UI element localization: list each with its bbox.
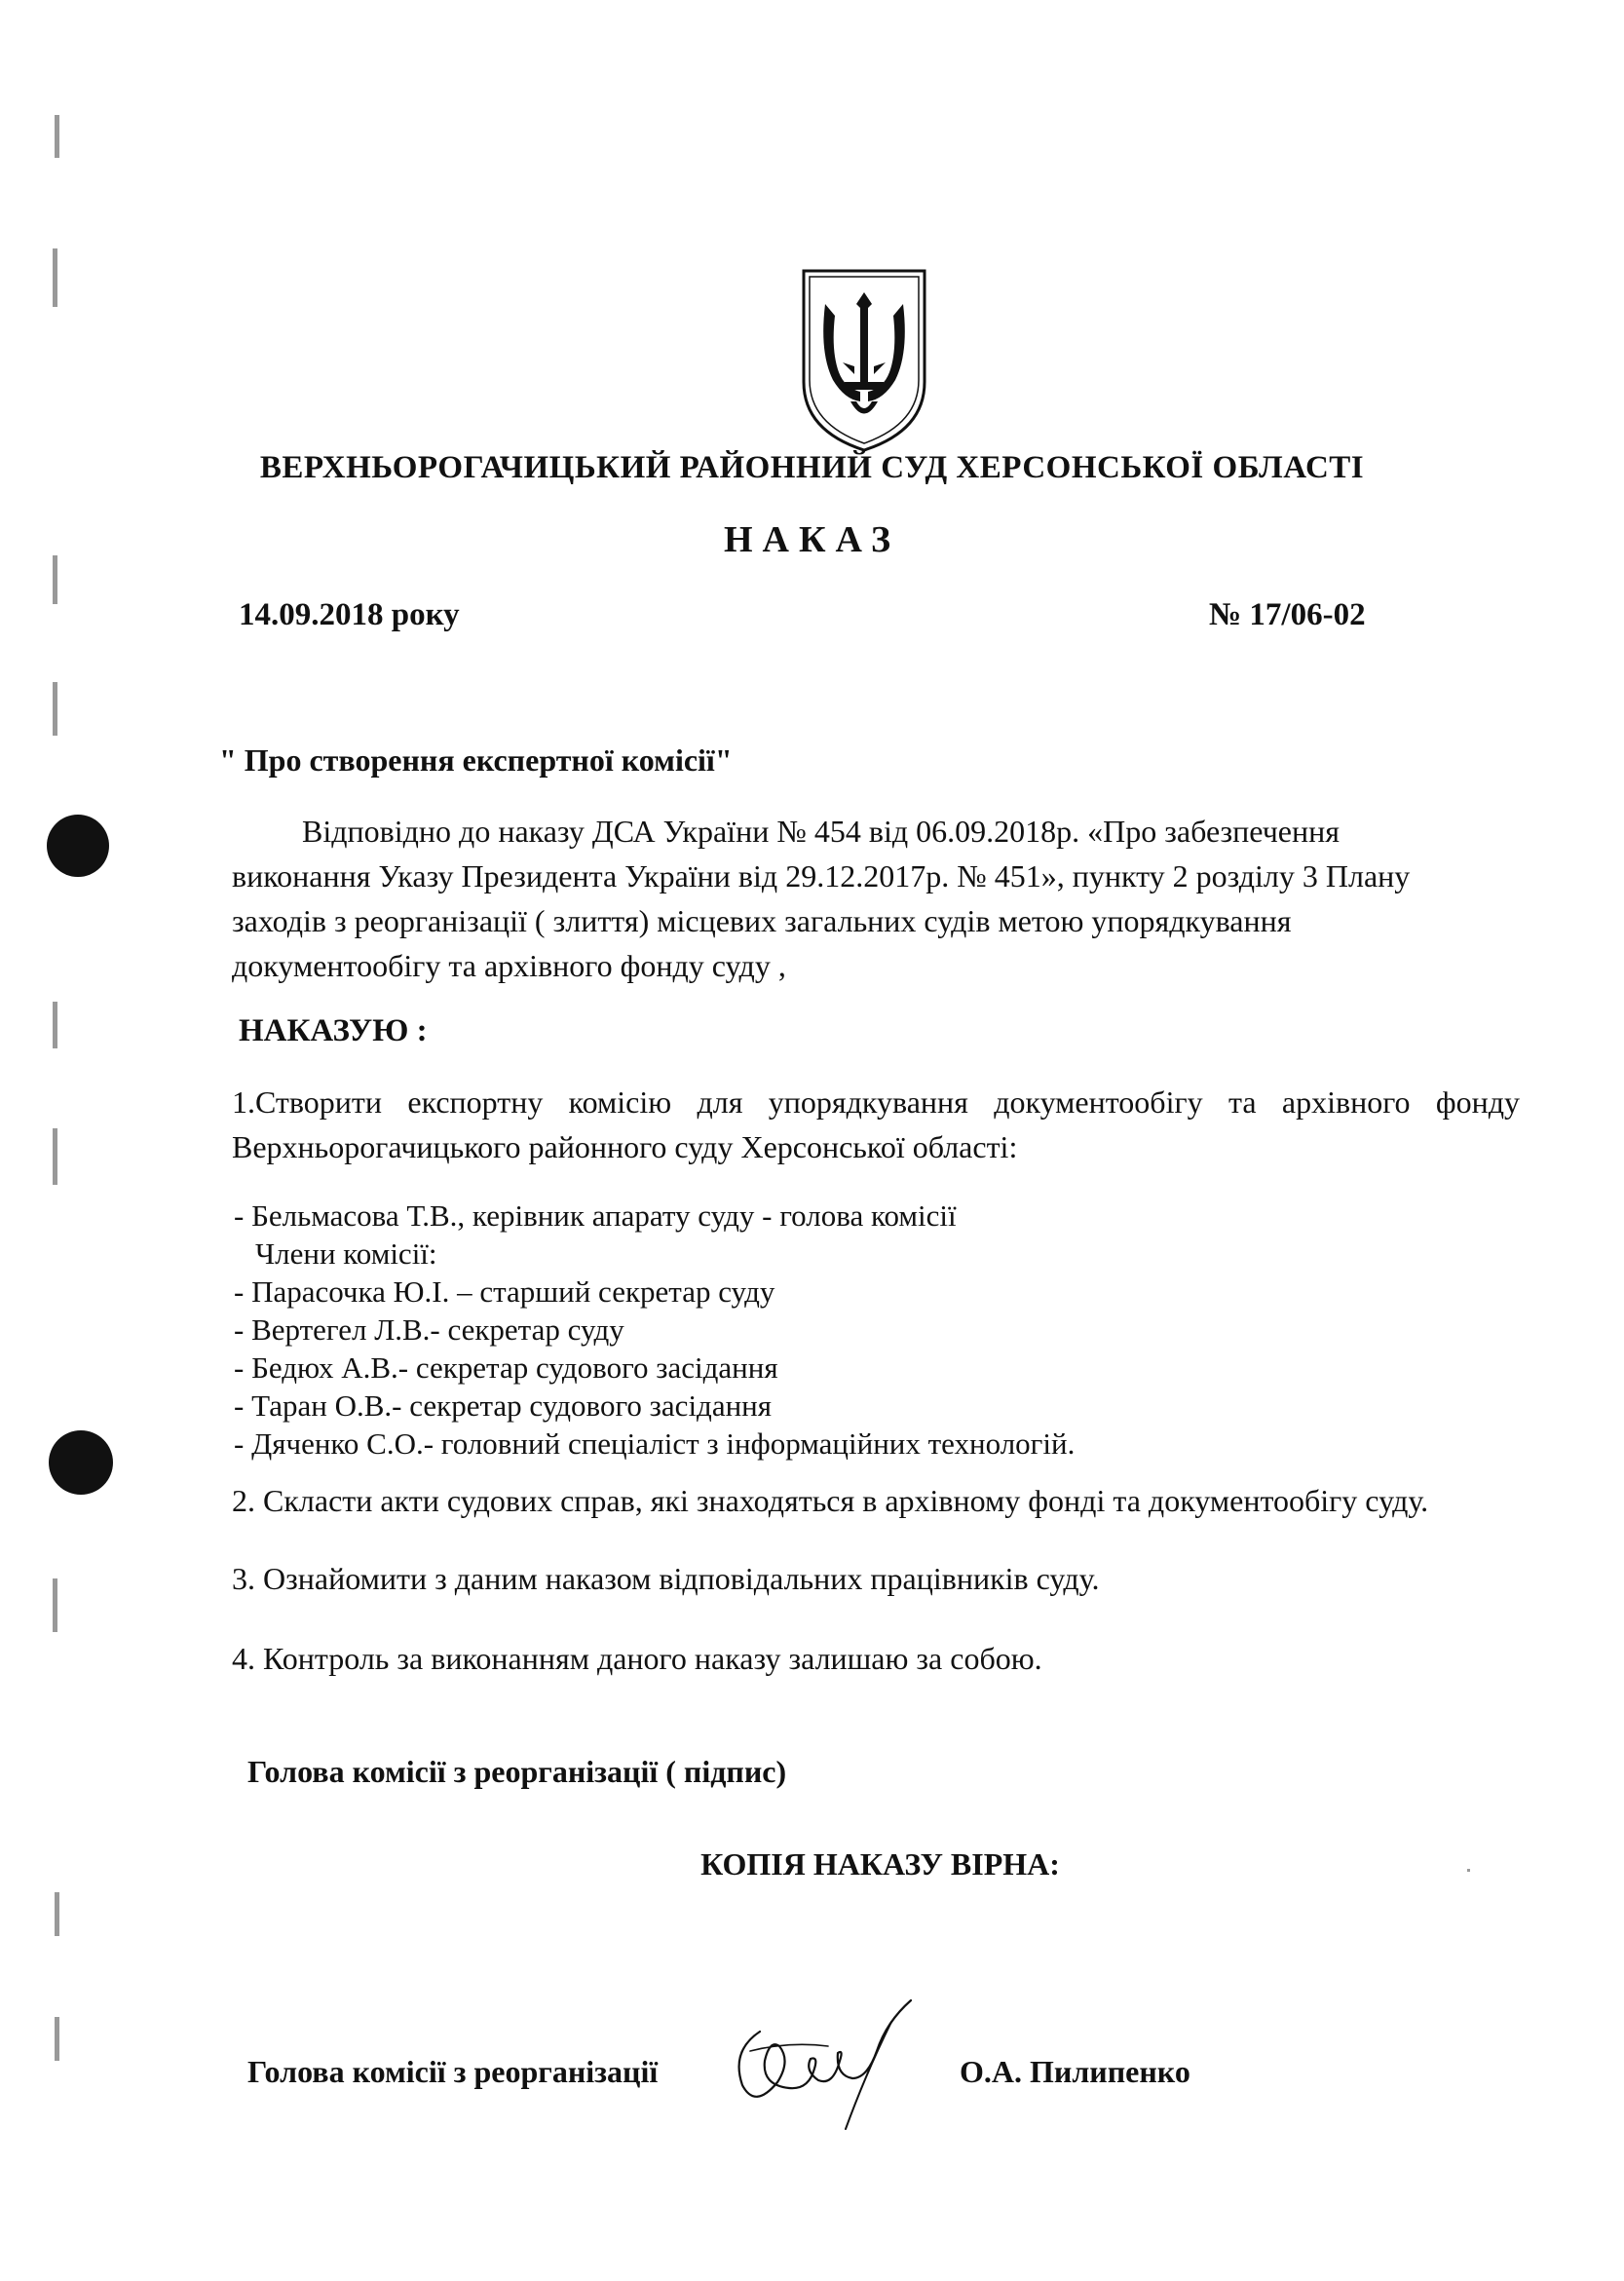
preamble-line: документообігу та архівного фонду суду , bbox=[232, 948, 786, 983]
order-item-2: 2. Скласти акти судових справ, які знаходяться в архівному фонді та документообігу суду. bbox=[232, 1483, 1429, 1518]
punch-hole bbox=[47, 815, 109, 877]
member-item: - Вертегел Л.В.- секретар суду bbox=[234, 1312, 624, 1347]
order-item-3: 3. Ознайомити з даним наказом відповідальних працівників суду. bbox=[232, 1561, 1100, 1596]
scan-speck bbox=[55, 2017, 59, 2061]
court-name: ВЕРХНЬОРОГАЧИЦЬКИЙ РАЙОННИЙ СУД ХЕРСОНСЬКОЇ ОБЛАСТІ bbox=[259, 450, 1365, 485]
scan-speck bbox=[53, 1002, 57, 1048]
member-item: - Бедюх А.В.- секретар судового засідання bbox=[234, 1350, 778, 1385]
preamble-line: Відповідно до наказу ДСА України № 454 від 06.09.2018р. «Про забезпечення bbox=[302, 814, 1340, 849]
signature-title: Голова комісії з реорганізації ( підпис) bbox=[247, 1754, 787, 1789]
coat-of-arms-icon bbox=[796, 265, 932, 455]
order-subject: " Про створення експертної комісії" bbox=[219, 742, 733, 778]
handwritten-signature-icon bbox=[721, 1993, 940, 2134]
scan-speck bbox=[53, 682, 57, 736]
member-item: - Таран О.В.- секретар судового засідання bbox=[234, 1388, 773, 1423]
commission-members bbox=[234, 1197, 1075, 1463]
commission-head: - Бельмасова Т.В., керівник апарату суду - голова комісії bbox=[234, 1198, 957, 1233]
scan-speck bbox=[55, 1892, 59, 1936]
member-item: - Дяченко С.О.- головний спеціаліст з інформаційних технологій. bbox=[234, 1426, 1076, 1461]
preamble bbox=[232, 809, 1516, 988]
members-label: Члени комісії: bbox=[255, 1236, 437, 1271]
scan-speck bbox=[1467, 1869, 1470, 1872]
order-heading: НАКАЗУЮ : bbox=[239, 1013, 428, 1048]
preamble-line: заходів з реорганізації ( злиття) місцевих загальних судів метою упорядкування bbox=[232, 903, 1292, 938]
order-number: № 17/06-02 bbox=[1209, 597, 1366, 632]
scan-speck bbox=[53, 1128, 57, 1185]
document-type: НАКАЗ bbox=[723, 519, 901, 560]
order-item-4: 4. Контроль за виконанням даного наказу залишаю за собою. bbox=[232, 1641, 1042, 1676]
scan-speck bbox=[53, 248, 57, 307]
preamble-line: виконання Указу Президента України від 29.12.2017р. № 451», пункту 2 розділу 3 Плану bbox=[232, 858, 1411, 893]
scan-speck bbox=[55, 115, 59, 158]
scan-speck bbox=[53, 1578, 57, 1632]
signatory-name: О.А. Пилипенко bbox=[960, 2054, 1190, 2089]
scan-speck bbox=[53, 555, 57, 604]
order-date: 14.09.2018 року bbox=[239, 597, 460, 632]
order-item-1: 1.Створити експортну комісію для упорядкування документообігу та архівного фонду Верхньорогачицького районного суду Херсонської області: bbox=[232, 1084, 1520, 1164]
member-item: - Парасочка Ю.І. – старший секретар суду bbox=[234, 1274, 775, 1309]
copy-certification: КОПІЯ НАКАЗУ ВІРНА: bbox=[700, 1846, 1060, 1882]
punch-hole bbox=[49, 1430, 113, 1495]
signatory-position: Голова комісії з реорганізації bbox=[247, 2054, 659, 2089]
